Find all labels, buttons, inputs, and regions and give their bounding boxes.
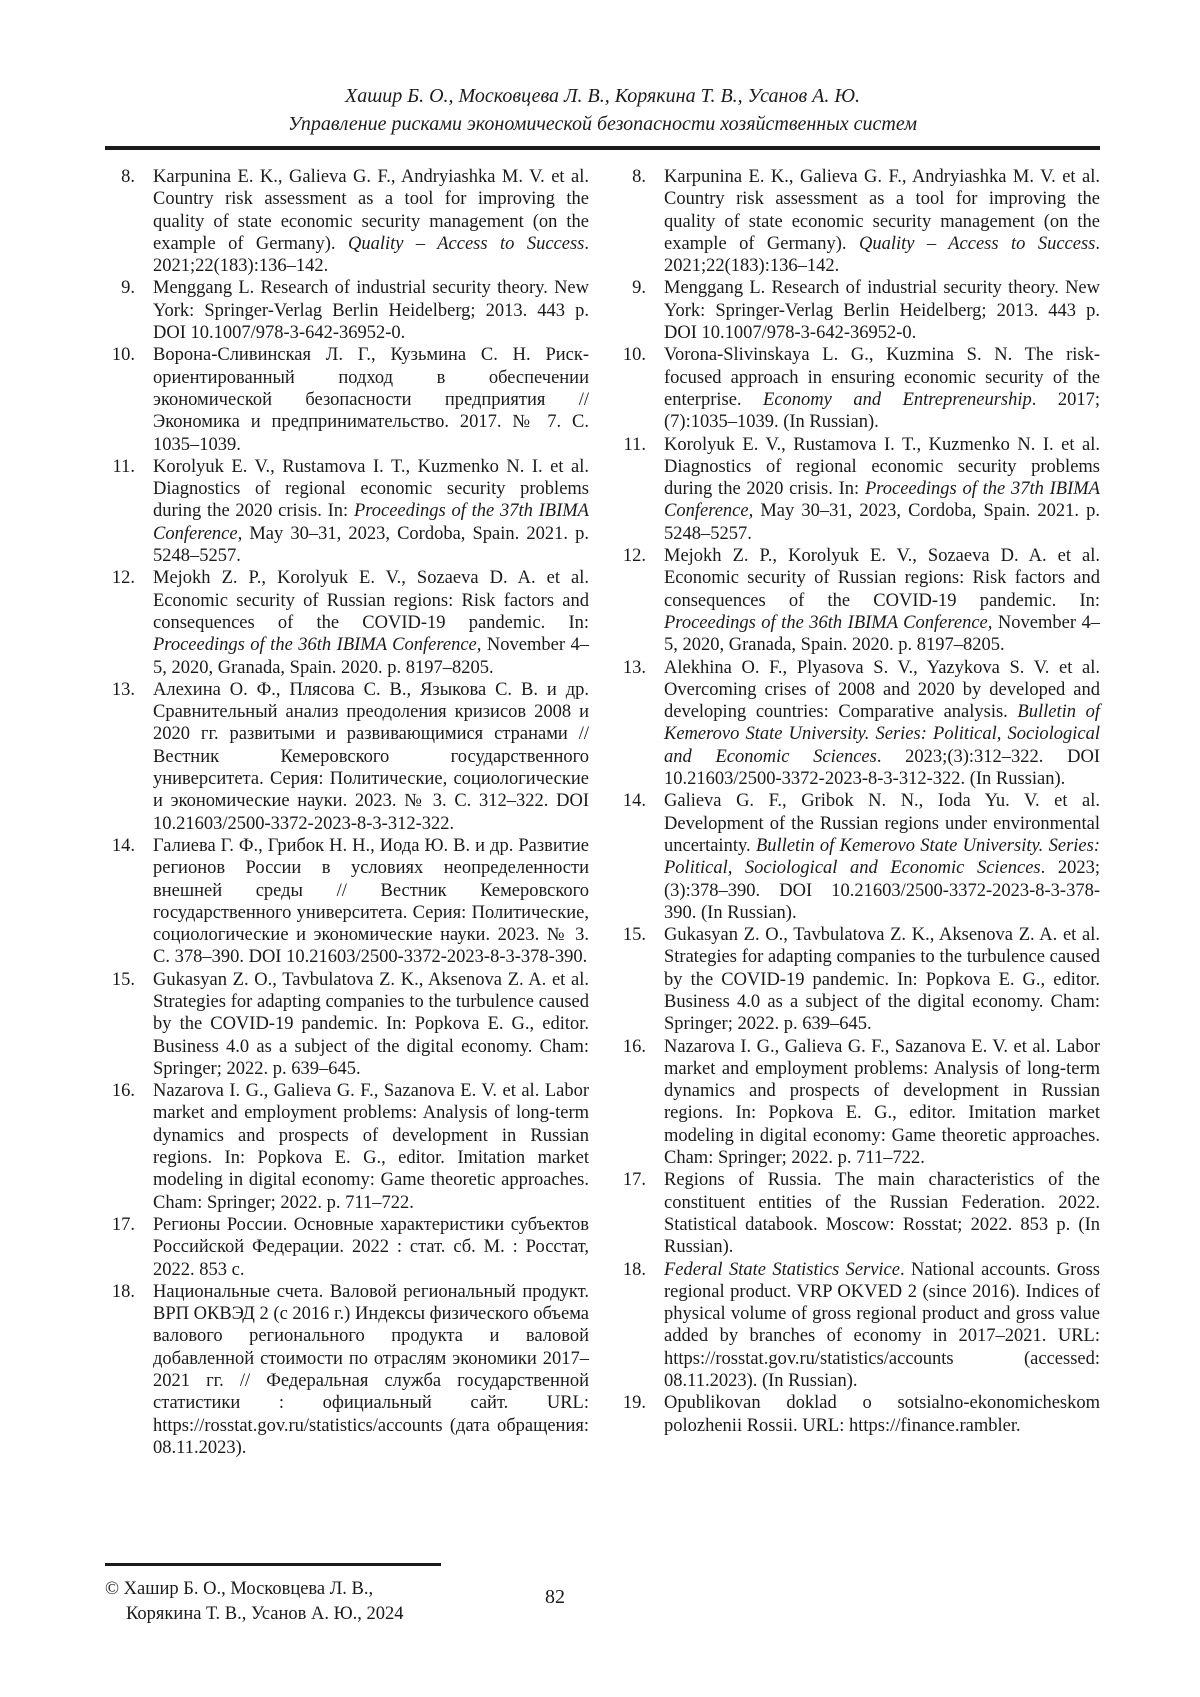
reference-item <box>616 657 1100 791</box>
reference-text: Mejokh Z. P., Korolyuk E. V., Sozaeva D. A. et al. Economic security of Russian regions: Risk factors and consequences of the COVID-19 pandemic. In: Proceedings of the 36th IBIMA Conference, November 4–5, 2020, Granada, Spain. 2020. p. 8197–8205. <box>153 568 589 678</box>
copyright-line-2: Корякина Т. В., Усанов А. Ю., 2024 <box>126 1604 404 1624</box>
reference-item <box>105 166 589 277</box>
reference-item <box>616 1259 1100 1393</box>
reference-item <box>105 456 589 567</box>
reference-number: 8. <box>121 167 135 187</box>
reference-text: Opublikovan doklad o sotsialno-ekonomicheskom polozhenii Rossii. URL: https://finance.rambler. <box>664 1393 1100 1436</box>
reference-text: Mejokh Z. P., Korolyuk E. V., Sozaeva D. A. et al. Economic security of Russian regions: Risk factors and consequences of the COVID-19 pandemic. In: Proceedings of the 36th IBIMA Conference, November 4–5, 2020, Granada, Spain. 2020. p. 8197–8205. <box>664 546 1100 656</box>
footnote-divider-rule <box>105 1563 441 1566</box>
reference-text: Federal State Statistics Service. National accounts. Gross regional product. VRP OKVED 2 (since 2016). Indices of physical volume of gross regional product and gross value added by branches of economy in 2017–2021. URL: https://rosstat.gov.ru/statistics/accounts (accessed: 08.11.2023). (In Russian). <box>664 1259 1100 1392</box>
reference-item <box>616 1036 1100 1170</box>
reference-number: 17. <box>111 1214 135 1235</box>
reference-item <box>616 1169 1100 1258</box>
reference-text: Gukasyan Z. O., Tavbulatova Z. K., Aksenova Z. A. et al. Strategies for adapting companies to the turbulence caused by the COVID-19 pandemic. In: Popkova E. G., editor. Business 4.0 as a subject of the digital economy. Cham: Springer; 2022. p. 639–645. <box>153 969 589 1079</box>
reference-number: 12. <box>111 568 135 589</box>
reference-number: 13. <box>111 679 135 700</box>
reference-item <box>616 277 1100 344</box>
reference-number: 13. <box>622 657 646 678</box>
reference-item <box>105 1214 589 1281</box>
reference-text: Galieva G. F., Gribok N. N., Ioda Yu. V. et al. Development of the Russian regions under environmental uncertainty. Bulletin of Kemerovo State University. Series: Political, Sociological and Economic Sciences. 2023;(3):378–390. DOI 10.21603/2500-3372-2023-8-3-378-390. (In Russian). <box>664 791 1101 923</box>
header-divider-rule <box>105 146 1100 150</box>
reference-item <box>105 835 589 969</box>
reference-text: Gukasyan Z. O., Tavbulatova Z. K., Aksenova Z. A. et al. Strategies for adapting companies to the turbulence caused by the COVID-19 pandemic. In: Popkova E. G., editor. Business 4.0 as a subject of the digital economy. Cham: Springer; 2022. p. 639–645. <box>664 925 1100 1035</box>
reference-number: 16. <box>111 1081 135 1102</box>
reference-item <box>616 344 1100 433</box>
references-section <box>105 166 1100 1459</box>
references-column-left <box>105 166 589 1459</box>
reference-number: 10. <box>622 345 646 366</box>
reference-number: 19. <box>622 1393 646 1414</box>
reference-text: Ворона-Сливинская Л. Г., Кузьмина С. Н. Риск-ориентированный подход в обеспечении экономической безопасности предприятия // Экономика и предпринимательство. 2017. № 7. С. 1035–1039. <box>153 345 589 455</box>
reference-text: Karpunina E. K., Galieva G. F., Andryiashka M. V. et al. Country risk assessment as a tool for improving the quality of state economic security management (on the example of Germany). Quality – Access to Success. 2021;22(183):136–142. <box>664 167 1100 277</box>
reference-item <box>105 277 589 344</box>
reference-item <box>105 969 589 1080</box>
reference-text: Karpunina E. K., Galieva G. F., Andryiashka M. V. et al. Country risk assessment as a tool for improving the quality of state economic security management (on the example of Germany). Quality – Access to Success. 2021;22(183):136–142. <box>153 167 589 277</box>
reference-text: Alekhina O. F., Plyasova S. V., Yazykova S. V. et al. Overcoming crises of 2008 and 2020 by developed and developing countries: Comparative analysis. Bulletin of Kemerovo State University. Series: Political, Sociological and Economic Sciences. 2023;(3):312–322. DOI 10.21603/2500-3372-2023-8-3-312-322. (In Russian). <box>664 657 1101 790</box>
reference-item <box>616 1392 1100 1437</box>
reference-number: 12. <box>622 546 646 567</box>
reference-number: 14. <box>111 835 135 856</box>
reference-number: 8. <box>632 167 646 187</box>
reference-number: 18. <box>111 1281 135 1302</box>
reference-item <box>616 434 1100 545</box>
reference-number: 18. <box>622 1259 646 1280</box>
reference-text: Regions of Russia. The main characteristics of the constituent entities of the Russian Federation. 2022. Statistical databook. Moscow: Rosstat; 2022. 853 p. (In Russian). <box>664 1170 1100 1258</box>
reference-text: Галиева Г. Ф., Грибок Н. Н., Иода Ю. В. и др. Развитие регионов России в условиях неопределенности внешней среды // Вестник Кемеровского государственного университета. Серия: Политические, социологические и экономические науки. 2023. № 3. С. 378–390. DOI 10.21603/2500-3372-2023-8-3-378-390. <box>153 835 589 968</box>
reference-number: 15. <box>622 925 646 946</box>
reference-text: Регионы России. Основные характеристики субъектов Российской Федерации. 2022 : стат. сб. М. : Росстат, 2022. 853 с. <box>153 1214 589 1280</box>
reference-item <box>616 545 1100 656</box>
running-head-authors: Хашир Б. О., Московцева Л. В., Корякина Т. В., Усанов А. Ю. <box>344 85 861 107</box>
reference-number: 10. <box>111 345 135 366</box>
reference-number: 17. <box>622 1170 646 1191</box>
running-head-title: Управление рисками экономической безопасности хозяйственных систем <box>288 113 917 135</box>
reference-number: 11. <box>112 456 135 477</box>
reference-item <box>105 679 589 835</box>
reference-text: Korolyuk E. V., Rustamova I. T., Kuzmenko N. I. et al. Diagnostics of regional economic security problems during the 2020 crisis. In: Proceedings of the 37th IBIMA Conference, May 30–31, 2023, Cordoba, Spain. 2021. p. 5248–5257. <box>664 434 1100 544</box>
reference-item <box>616 924 1100 1035</box>
reference-number: 9. <box>121 278 135 299</box>
reference-text: Menggang L. Research of industrial security theory. New York: Springer-Verlag Berlin Heidelberg; 2013. 443 p. DOI 10.1007/978-3-642-36952-0. <box>664 278 1100 344</box>
reference-item <box>105 567 589 678</box>
running-head <box>105 82 1100 138</box>
reference-text: Menggang L. Research of industrial security theory. New York: Springer-Verlag Berlin Heidelberg; 2013. 443 p. DOI 10.1007/978-3-642-36952-0. <box>153 278 589 344</box>
reference-number: 15. <box>111 969 135 990</box>
reference-item <box>105 1281 589 1459</box>
page-number: 82 <box>545 1586 565 1608</box>
reference-text: Алехина О. Ф., Плясова С. В., Языкова С. В. и др. Сравнительный анализ преодоления кризисов 2008 и 2020 гг. развитыми и развивающимися странами // Вестник Кемеровского государственного университета. Серия: Политические, социологические и экономические науки. 2023. № 3. С. 312–322. DOI 10.21603/2500-3372-2023-8-3-312-322. <box>153 679 589 834</box>
reference-text: Национальные счета. Валовой региональный продукт. ВРП ОКВЭД 2 (с 2016 г.) Индексы физического объема валового регионального продукта и валовой добавленной стоимости по отраслям экономики 2017–2021 гг. // Федеральная служба государственной статистики : официальный сайт. URL: https://rosstat.gov.ru/statistics/accounts (дата обращения: 08.11.2023). <box>153 1281 589 1458</box>
reference-text: Korolyuk E. V., Rustamova I. T., Kuzmenko N. I. et al. Diagnostics of regional economic security problems during the 2020 crisis. In: Proceedings of the 37th IBIMA Conference, May 30–31, 2023, Cordoba, Spain. 2021. p. 5248–5257. <box>153 456 589 567</box>
reference-number: 9. <box>632 278 646 299</box>
reference-item <box>105 1080 589 1214</box>
reference-number: 16. <box>622 1036 646 1057</box>
reference-text: Nazarova I. G., Galieva G. F., Sazanova E. V. et al. Labor market and employment problems: Analysis of long-term dynamics and prospects of development in Russian regions. In: Popkova E. G., editor. Imitation market modeling in digital economy: Game theoretic approaches. Cham: Springer; 2022. p. 711–722. <box>153 1081 589 1213</box>
reference-number: 11. <box>623 434 646 455</box>
reference-text: Nazarova I. G., Galieva G. F., Sazanova E. V. et al. Labor market and employment problems: Analysis of long-term dynamics and prospects of development in Russian regions. In: Popkova E. G., editor. Imitation market modeling in digital economy: Game theoretic approaches. Cham: Springer; 2022. p. 711–722. <box>664 1036 1100 1169</box>
reference-item <box>105 344 589 455</box>
copyright-line-1: © Хашир Б. О., Московцева Л. В., <box>105 1579 374 1599</box>
reference-item <box>616 166 1100 277</box>
reference-number: 14. <box>622 791 646 812</box>
reference-text: Vorona-Slivinskaya L. G., Kuzmina S. N. The risk-focused approach in ensuring economic security of the enterprise. Economy and Entrepreneurship. 2017;(7):1035–1039. (In Russian). <box>664 345 1100 433</box>
references-column-right <box>616 166 1100 1459</box>
reference-item <box>616 790 1100 924</box>
